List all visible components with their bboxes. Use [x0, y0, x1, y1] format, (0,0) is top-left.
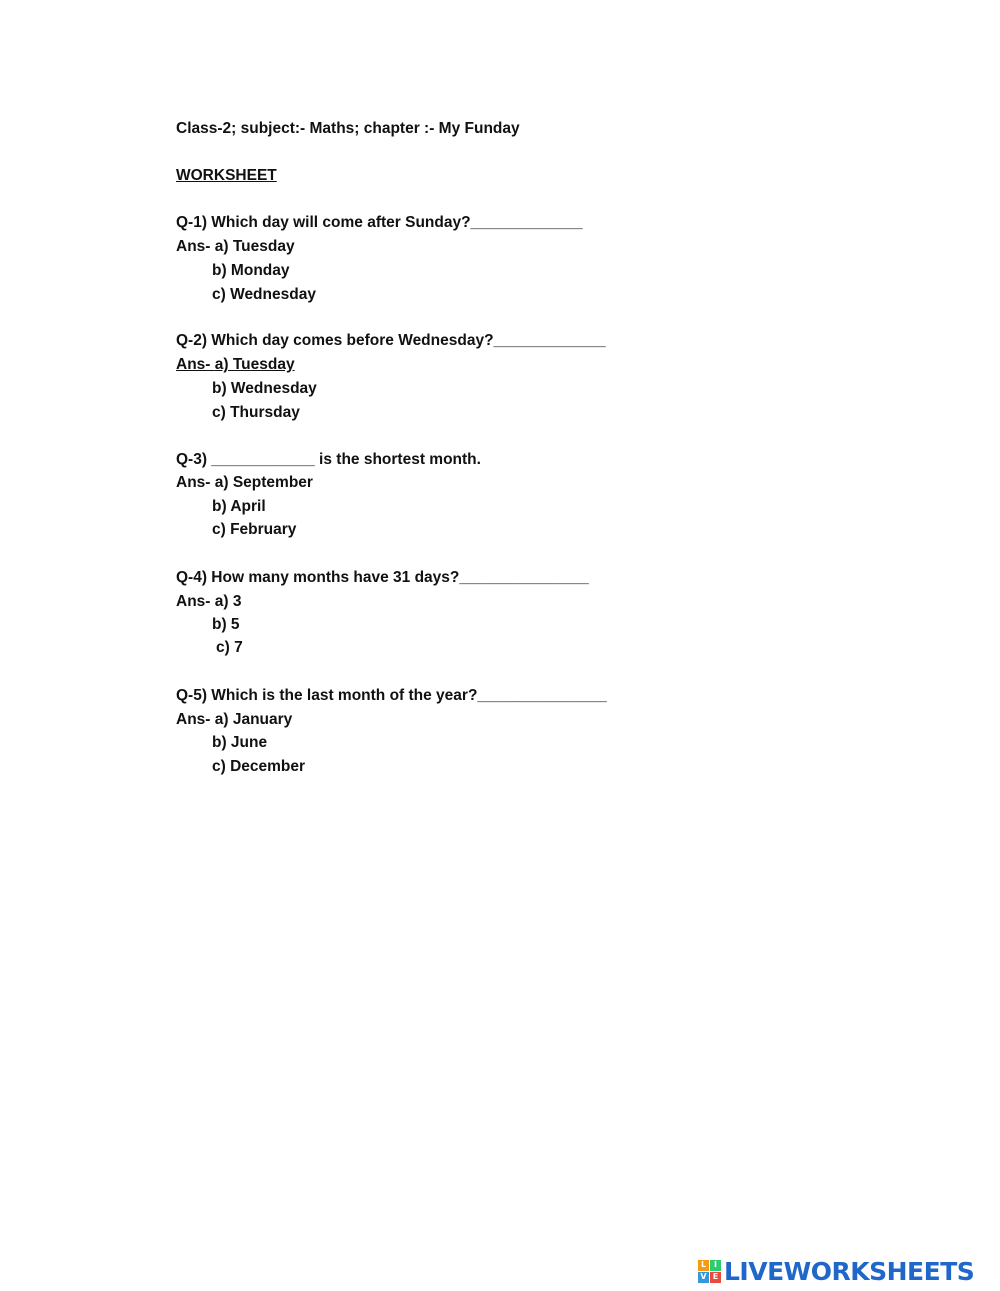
option-1b: b) Monday	[212, 262, 290, 279]
option-3b: b) April	[212, 498, 266, 515]
option-4c: c) 7	[216, 639, 243, 656]
brand-name: LIVEWORKSHEETS	[724, 1256, 975, 1286]
option-1c: c) Wednesday	[212, 286, 316, 303]
answer-2-row	[176, 355, 295, 375]
question-1: Q-1) Which day will come after Sunday?_____________	[176, 214, 583, 231]
question-5: Q-5) Which is the last month of the year?_______________	[176, 687, 607, 704]
answer-prefix: Ans-	[176, 474, 215, 491]
option-5b: b) June	[212, 734, 268, 751]
worksheet-heading: WORKSHEET	[176, 167, 277, 184]
logo-letter-v: V	[698, 1272, 709, 1283]
option-2b: b) Wednesday	[212, 380, 317, 397]
option-5a: a) January	[214, 711, 293, 728]
option-4a: a) 3	[214, 593, 242, 610]
option-4b: b) 5	[212, 616, 240, 633]
answer-3-row	[176, 473, 313, 493]
answer-prefix: Ans-	[176, 356, 215, 373]
answer-4-row	[176, 592, 241, 612]
logo-icon	[698, 1260, 721, 1283]
option-2a: a) Tuesday	[214, 356, 295, 373]
answer-prefix: Ans-	[176, 711, 215, 728]
page-title: Class-2; subject:- Maths; chapter :- My Funday	[176, 120, 520, 137]
logo-letter-e: E	[710, 1272, 721, 1283]
option-3c: c) February	[212, 521, 297, 538]
question-3: Q-3) ____________ is the shortest month.	[176, 451, 481, 468]
option-1a: a) Tuesday	[214, 238, 295, 255]
logo-letter-l: L	[698, 1260, 709, 1271]
question-2: Q-2) Which day comes before Wednesday?_____________	[176, 332, 606, 349]
option-5c: c) December	[212, 758, 306, 775]
answer-1-row	[176, 237, 295, 257]
option-3a: a) September	[214, 474, 313, 491]
liveworksheets-logo	[698, 1256, 974, 1286]
logo-letter-i: I	[710, 1260, 721, 1271]
answer-prefix: Ans-	[176, 238, 215, 255]
answer-prefix: Ans-	[176, 593, 215, 610]
option-2c: c) Thursday	[212, 404, 300, 421]
answer-5-row	[176, 710, 292, 730]
question-4: Q-4) How many months have 31 days?_______________	[176, 569, 589, 586]
